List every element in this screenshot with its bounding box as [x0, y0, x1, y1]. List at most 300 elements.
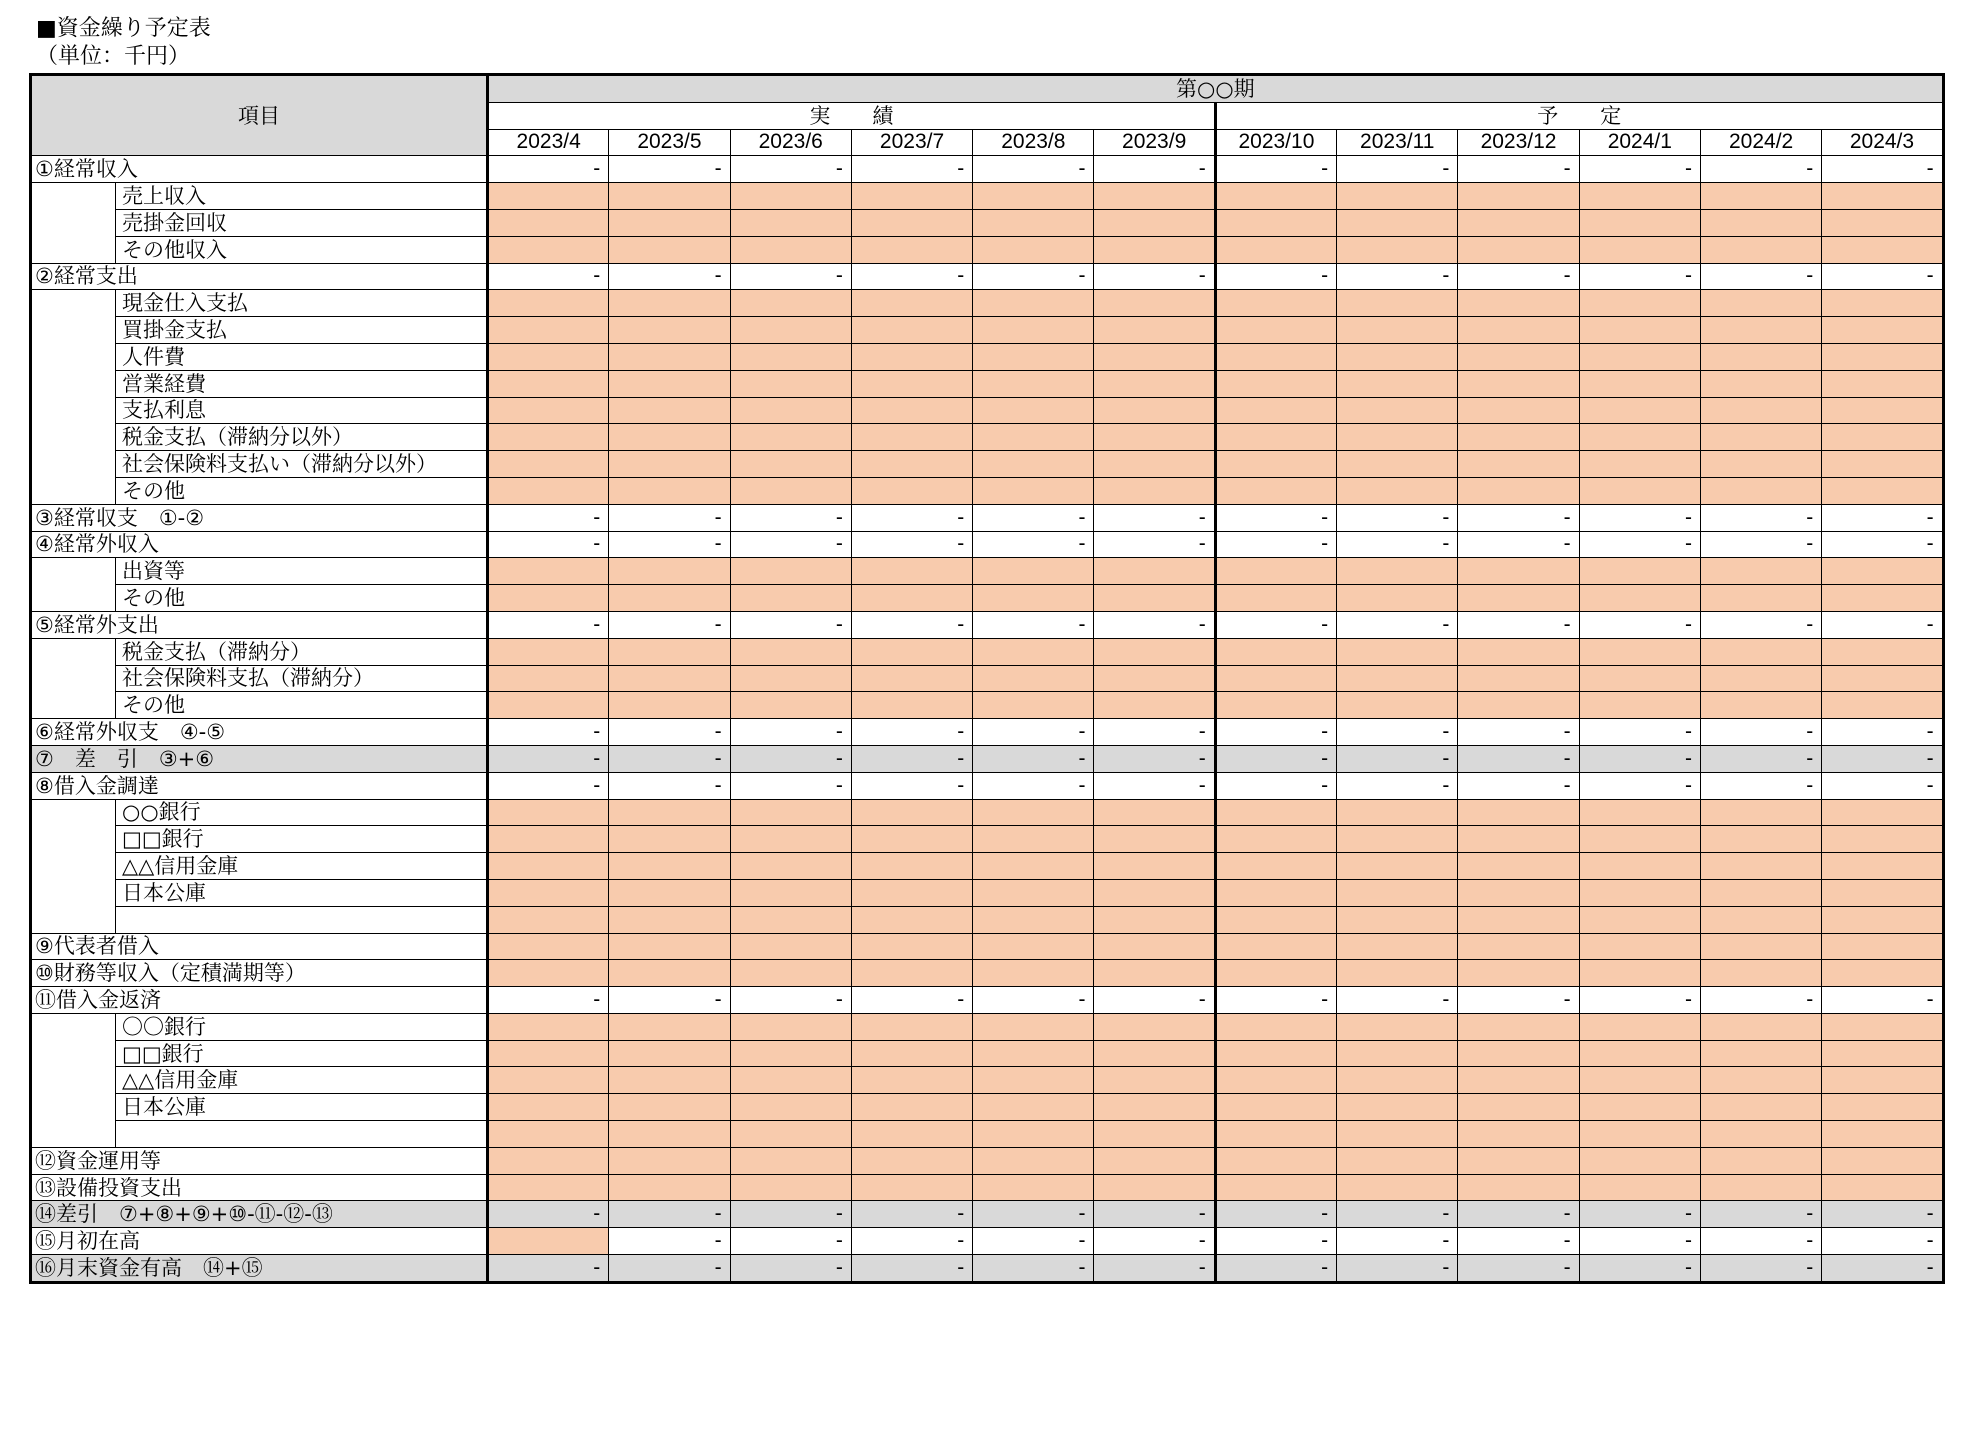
value-cell[interactable]: -: [1337, 1255, 1458, 1283]
value-cell[interactable]: [1579, 638, 1700, 665]
value-cell[interactable]: [1700, 290, 1821, 317]
value-cell[interactable]: [1094, 290, 1215, 317]
value-cell[interactable]: -: [488, 719, 609, 746]
value-cell[interactable]: [973, 558, 1094, 585]
value-cell[interactable]: [851, 370, 972, 397]
value-cell[interactable]: [488, 370, 609, 397]
value-cell[interactable]: -: [1337, 1201, 1458, 1228]
value-cell[interactable]: [973, 853, 1094, 880]
value-cell[interactable]: [488, 290, 609, 317]
value-cell[interactable]: [1215, 477, 1336, 504]
value-cell[interactable]: [1822, 933, 1943, 960]
value-cell[interactable]: [609, 183, 730, 210]
value-cell[interactable]: -: [1822, 987, 1943, 1014]
value-cell[interactable]: -: [730, 1255, 851, 1283]
value-cell[interactable]: -: [609, 156, 730, 183]
value-cell[interactable]: -: [1094, 772, 1215, 799]
value-cell[interactable]: [851, 209, 972, 236]
value-cell[interactable]: [488, 397, 609, 424]
value-cell[interactable]: -: [1579, 156, 1700, 183]
value-cell[interactable]: -: [1458, 156, 1579, 183]
value-cell[interactable]: -: [488, 504, 609, 531]
value-cell[interactable]: [1579, 1147, 1700, 1174]
value-cell[interactable]: -: [730, 745, 851, 772]
value-cell[interactable]: [1094, 343, 1215, 370]
value-cell[interactable]: [730, 1067, 851, 1094]
value-cell[interactable]: [851, 1040, 972, 1067]
value-cell[interactable]: -: [1700, 1255, 1821, 1283]
value-cell[interactable]: -: [730, 719, 851, 746]
value-cell[interactable]: [609, 370, 730, 397]
value-cell[interactable]: [488, 236, 609, 263]
value-cell[interactable]: -: [851, 719, 972, 746]
value-cell[interactable]: [973, 799, 1094, 826]
value-cell[interactable]: -: [973, 504, 1094, 531]
value-cell[interactable]: [1700, 1040, 1821, 1067]
value-cell[interactable]: -: [1337, 745, 1458, 772]
value-cell[interactable]: [488, 585, 609, 612]
value-cell[interactable]: [1458, 290, 1579, 317]
value-cell[interactable]: [1579, 853, 1700, 880]
value-cell[interactable]: [609, 692, 730, 719]
value-cell[interactable]: [1094, 1067, 1215, 1094]
value-cell[interactable]: [730, 370, 851, 397]
value-cell[interactable]: -: [851, 156, 972, 183]
value-cell[interactable]: [1337, 290, 1458, 317]
value-cell[interactable]: [1337, 1174, 1458, 1201]
value-cell[interactable]: [1215, 558, 1336, 585]
value-cell[interactable]: [1337, 343, 1458, 370]
value-cell[interactable]: [973, 879, 1094, 906]
value-cell[interactable]: [609, 933, 730, 960]
value-cell[interactable]: [609, 799, 730, 826]
value-cell[interactable]: [1337, 879, 1458, 906]
value-cell[interactable]: [730, 1174, 851, 1201]
value-cell[interactable]: [1700, 826, 1821, 853]
value-cell[interactable]: [609, 960, 730, 987]
value-cell[interactable]: [730, 638, 851, 665]
value-cell[interactable]: [851, 477, 972, 504]
value-cell[interactable]: -: [1822, 263, 1943, 290]
value-cell[interactable]: [730, 424, 851, 451]
value-cell[interactable]: -: [488, 1201, 609, 1228]
value-cell[interactable]: [1337, 906, 1458, 933]
value-cell[interactable]: [1700, 638, 1821, 665]
value-cell[interactable]: [1700, 1174, 1821, 1201]
value-cell[interactable]: [1337, 638, 1458, 665]
value-cell[interactable]: [609, 343, 730, 370]
value-cell[interactable]: -: [609, 987, 730, 1014]
value-cell[interactable]: -: [973, 1201, 1094, 1228]
value-cell[interactable]: [730, 879, 851, 906]
value-cell[interactable]: -: [488, 987, 609, 1014]
value-cell[interactable]: [1337, 558, 1458, 585]
value-cell[interactable]: [1215, 692, 1336, 719]
value-cell[interactable]: -: [1458, 531, 1579, 558]
value-cell[interactable]: [1458, 853, 1579, 880]
value-cell[interactable]: -: [1700, 263, 1821, 290]
value-cell[interactable]: [1094, 1147, 1215, 1174]
value-cell[interactable]: [1337, 236, 1458, 263]
value-cell[interactable]: [851, 343, 972, 370]
value-cell[interactable]: [1215, 343, 1336, 370]
value-cell[interactable]: [1700, 397, 1821, 424]
value-cell[interactable]: [730, 960, 851, 987]
value-cell[interactable]: [1579, 451, 1700, 478]
value-cell[interactable]: [730, 290, 851, 317]
value-cell[interactable]: [609, 451, 730, 478]
value-cell[interactable]: [609, 1174, 730, 1201]
value-cell[interactable]: [1215, 638, 1336, 665]
value-cell[interactable]: -: [730, 156, 851, 183]
value-cell[interactable]: [1458, 665, 1579, 692]
value-cell[interactable]: -: [1822, 611, 1943, 638]
value-cell[interactable]: [851, 933, 972, 960]
value-cell[interactable]: -: [1579, 1255, 1700, 1283]
value-cell[interactable]: [1337, 933, 1458, 960]
value-cell[interactable]: -: [1215, 1228, 1336, 1255]
value-cell[interactable]: -: [973, 987, 1094, 1014]
value-cell[interactable]: [609, 1094, 730, 1121]
value-cell[interactable]: [488, 826, 609, 853]
value-cell[interactable]: -: [1579, 263, 1700, 290]
value-cell[interactable]: [1700, 1147, 1821, 1174]
value-cell[interactable]: [1822, 209, 1943, 236]
value-cell[interactable]: [851, 692, 972, 719]
value-cell[interactable]: [730, 906, 851, 933]
value-cell[interactable]: [1458, 370, 1579, 397]
value-cell[interactable]: [1337, 397, 1458, 424]
value-cell[interactable]: [1094, 183, 1215, 210]
value-cell[interactable]: [730, 692, 851, 719]
value-cell[interactable]: [973, 585, 1094, 612]
value-cell[interactable]: [1215, 1040, 1336, 1067]
value-cell[interactable]: -: [1215, 156, 1336, 183]
value-cell[interactable]: -: [973, 719, 1094, 746]
value-cell[interactable]: [1337, 960, 1458, 987]
value-cell[interactable]: [730, 826, 851, 853]
value-cell[interactable]: [1822, 638, 1943, 665]
value-cell[interactable]: [1094, 799, 1215, 826]
value-cell[interactable]: -: [1337, 156, 1458, 183]
value-cell[interactable]: [1458, 1067, 1579, 1094]
value-cell[interactable]: [851, 853, 972, 880]
value-cell[interactable]: [1822, 451, 1943, 478]
value-cell[interactable]: -: [1700, 611, 1821, 638]
value-cell[interactable]: [1822, 879, 1943, 906]
value-cell[interactable]: [1337, 585, 1458, 612]
value-cell[interactable]: -: [1094, 611, 1215, 638]
value-cell[interactable]: [609, 236, 730, 263]
value-cell[interactable]: -: [488, 772, 609, 799]
value-cell[interactable]: [730, 236, 851, 263]
value-cell[interactable]: -: [1579, 745, 1700, 772]
value-cell[interactable]: [1215, 826, 1336, 853]
value-cell[interactable]: -: [1215, 611, 1336, 638]
value-cell[interactable]: [1579, 692, 1700, 719]
value-cell[interactable]: [1215, 397, 1336, 424]
value-cell[interactable]: [1458, 906, 1579, 933]
value-cell[interactable]: [1215, 1147, 1336, 1174]
value-cell[interactable]: [1700, 558, 1821, 585]
value-cell[interactable]: [1337, 424, 1458, 451]
value-cell[interactable]: -: [1579, 504, 1700, 531]
value-cell[interactable]: [609, 424, 730, 451]
value-cell[interactable]: -: [851, 1228, 972, 1255]
value-cell[interactable]: [1215, 236, 1336, 263]
value-cell[interactable]: -: [851, 504, 972, 531]
value-cell[interactable]: [973, 1040, 1094, 1067]
value-cell[interactable]: [1337, 1040, 1458, 1067]
value-cell[interactable]: [730, 317, 851, 344]
value-cell[interactable]: [1579, 209, 1700, 236]
value-cell[interactable]: [1094, 236, 1215, 263]
value-cell[interactable]: -: [1215, 1201, 1336, 1228]
value-cell[interactable]: -: [1700, 987, 1821, 1014]
value-cell[interactable]: -: [488, 156, 609, 183]
value-cell[interactable]: [1458, 933, 1579, 960]
value-cell[interactable]: -: [1579, 772, 1700, 799]
value-cell[interactable]: [1579, 1040, 1700, 1067]
value-cell[interactable]: [851, 585, 972, 612]
value-cell[interactable]: [1215, 370, 1336, 397]
value-cell[interactable]: [609, 906, 730, 933]
value-cell[interactable]: [851, 317, 972, 344]
value-cell[interactable]: -: [1458, 719, 1579, 746]
value-cell[interactable]: [488, 692, 609, 719]
value-cell[interactable]: [1700, 960, 1821, 987]
value-cell[interactable]: [1458, 638, 1579, 665]
value-cell[interactable]: [1215, 1121, 1336, 1148]
value-cell[interactable]: [1458, 1094, 1579, 1121]
value-cell[interactable]: [609, 558, 730, 585]
value-cell[interactable]: [973, 1174, 1094, 1201]
value-cell[interactable]: [1094, 397, 1215, 424]
value-cell[interactable]: [1215, 799, 1336, 826]
value-cell[interactable]: [488, 799, 609, 826]
value-cell[interactable]: [1822, 558, 1943, 585]
value-cell[interactable]: -: [1215, 987, 1336, 1014]
value-cell[interactable]: [488, 1121, 609, 1148]
value-cell[interactable]: [1094, 933, 1215, 960]
value-cell[interactable]: [488, 343, 609, 370]
value-cell[interactable]: -: [1215, 745, 1336, 772]
value-cell[interactable]: -: [609, 504, 730, 531]
value-cell[interactable]: -: [1337, 611, 1458, 638]
value-cell[interactable]: [1215, 906, 1336, 933]
value-cell[interactable]: [1579, 799, 1700, 826]
value-cell[interactable]: [730, 451, 851, 478]
value-cell[interactable]: -: [851, 1201, 972, 1228]
value-cell[interactable]: [609, 317, 730, 344]
value-cell[interactable]: -: [730, 772, 851, 799]
value-cell[interactable]: [1700, 799, 1821, 826]
value-cell[interactable]: [1458, 209, 1579, 236]
value-cell[interactable]: [730, 585, 851, 612]
value-cell[interactable]: [973, 397, 1094, 424]
value-cell[interactable]: [1579, 1013, 1700, 1040]
value-cell[interactable]: [1458, 1174, 1579, 1201]
value-cell[interactable]: -: [1579, 719, 1700, 746]
value-cell[interactable]: [488, 665, 609, 692]
value-cell[interactable]: [1822, 1147, 1943, 1174]
value-cell[interactable]: [851, 799, 972, 826]
value-cell[interactable]: -: [1579, 611, 1700, 638]
value-cell[interactable]: [609, 1013, 730, 1040]
value-cell[interactable]: [1579, 183, 1700, 210]
value-cell[interactable]: [609, 209, 730, 236]
value-cell[interactable]: -: [1822, 1255, 1943, 1283]
value-cell[interactable]: -: [1094, 504, 1215, 531]
value-cell[interactable]: [1700, 1067, 1821, 1094]
value-cell[interactable]: [1094, 906, 1215, 933]
value-cell[interactable]: [1215, 665, 1336, 692]
value-cell[interactable]: -: [1458, 263, 1579, 290]
value-cell[interactable]: [1579, 558, 1700, 585]
value-cell[interactable]: -: [609, 1228, 730, 1255]
value-cell[interactable]: [851, 1067, 972, 1094]
value-cell[interactable]: [1094, 424, 1215, 451]
value-cell[interactable]: [1094, 853, 1215, 880]
value-cell[interactable]: -: [851, 987, 972, 1014]
value-cell[interactable]: [1337, 853, 1458, 880]
value-cell[interactable]: [1579, 317, 1700, 344]
value-cell[interactable]: -: [1700, 156, 1821, 183]
value-cell[interactable]: -: [1337, 772, 1458, 799]
value-cell[interactable]: [1458, 236, 1579, 263]
value-cell[interactable]: [1822, 1013, 1943, 1040]
value-cell[interactable]: [1337, 799, 1458, 826]
value-cell[interactable]: [488, 424, 609, 451]
value-cell[interactable]: [609, 477, 730, 504]
value-cell[interactable]: [1579, 397, 1700, 424]
value-cell[interactable]: [1458, 692, 1579, 719]
value-cell[interactable]: -: [1094, 531, 1215, 558]
value-cell[interactable]: [1458, 585, 1579, 612]
value-cell[interactable]: -: [609, 772, 730, 799]
value-cell[interactable]: [1094, 960, 1215, 987]
value-cell[interactable]: [1337, 1094, 1458, 1121]
value-cell[interactable]: [1579, 826, 1700, 853]
value-cell[interactable]: [973, 343, 1094, 370]
value-cell[interactable]: [1215, 451, 1336, 478]
value-cell[interactable]: [488, 879, 609, 906]
value-cell[interactable]: [973, 692, 1094, 719]
value-cell[interactable]: [1700, 451, 1821, 478]
value-cell[interactable]: [1337, 183, 1458, 210]
value-cell[interactable]: -: [1822, 531, 1943, 558]
value-cell[interactable]: -: [1700, 1201, 1821, 1228]
value-cell[interactable]: [488, 1013, 609, 1040]
value-cell[interactable]: -: [1337, 719, 1458, 746]
value-cell[interactable]: [973, 477, 1094, 504]
value-cell[interactable]: [1822, 477, 1943, 504]
value-cell[interactable]: -: [851, 531, 972, 558]
value-cell[interactable]: -: [730, 1228, 851, 1255]
value-cell[interactable]: -: [973, 611, 1094, 638]
value-cell[interactable]: [1579, 1067, 1700, 1094]
value-cell[interactable]: -: [851, 611, 972, 638]
value-cell[interactable]: -: [488, 611, 609, 638]
value-cell[interactable]: -: [730, 987, 851, 1014]
value-cell[interactable]: -: [609, 531, 730, 558]
value-cell[interactable]: [973, 1094, 1094, 1121]
value-cell[interactable]: -: [730, 504, 851, 531]
value-cell[interactable]: [851, 826, 972, 853]
value-cell[interactable]: -: [609, 719, 730, 746]
value-cell[interactable]: [851, 960, 972, 987]
value-cell[interactable]: [1094, 692, 1215, 719]
value-cell[interactable]: [488, 933, 609, 960]
value-cell[interactable]: [730, 1040, 851, 1067]
value-cell[interactable]: [1094, 451, 1215, 478]
value-cell[interactable]: -: [1215, 504, 1336, 531]
value-cell[interactable]: -: [1822, 1228, 1943, 1255]
value-cell[interactable]: [973, 236, 1094, 263]
value-cell[interactable]: [1094, 317, 1215, 344]
value-cell[interactable]: [1822, 585, 1943, 612]
value-cell[interactable]: [1579, 290, 1700, 317]
value-cell[interactable]: -: [973, 1228, 1094, 1255]
value-cell[interactable]: [1094, 826, 1215, 853]
value-cell[interactable]: [1337, 370, 1458, 397]
value-cell[interactable]: [1700, 1094, 1821, 1121]
value-cell[interactable]: [1094, 370, 1215, 397]
value-cell[interactable]: -: [851, 263, 972, 290]
value-cell[interactable]: [1458, 1121, 1579, 1148]
value-cell[interactable]: -: [1337, 987, 1458, 1014]
value-cell[interactable]: [1458, 451, 1579, 478]
value-cell[interactable]: [1094, 1040, 1215, 1067]
value-cell[interactable]: [851, 1013, 972, 1040]
value-cell[interactable]: [1337, 1147, 1458, 1174]
value-cell[interactable]: [1579, 424, 1700, 451]
value-cell[interactable]: -: [1215, 772, 1336, 799]
value-cell[interactable]: -: [1822, 772, 1943, 799]
value-cell[interactable]: [1822, 397, 1943, 424]
value-cell[interactable]: [1822, 692, 1943, 719]
value-cell[interactable]: [1458, 397, 1579, 424]
value-cell[interactable]: [1579, 906, 1700, 933]
value-cell[interactable]: [1822, 370, 1943, 397]
value-cell[interactable]: [1215, 933, 1336, 960]
value-cell[interactable]: [1458, 424, 1579, 451]
value-cell[interactable]: [851, 879, 972, 906]
value-cell[interactable]: [1458, 799, 1579, 826]
value-cell[interactable]: [488, 477, 609, 504]
value-cell[interactable]: [1094, 209, 1215, 236]
value-cell[interactable]: [730, 183, 851, 210]
value-cell[interactable]: [1700, 665, 1821, 692]
value-cell[interactable]: [1337, 1067, 1458, 1094]
value-cell[interactable]: [730, 933, 851, 960]
value-cell[interactable]: [1700, 853, 1821, 880]
value-cell[interactable]: -: [1458, 772, 1579, 799]
value-cell[interactable]: [851, 236, 972, 263]
value-cell[interactable]: [1458, 477, 1579, 504]
value-cell[interactable]: [609, 853, 730, 880]
value-cell[interactable]: [1822, 290, 1943, 317]
value-cell[interactable]: [1700, 370, 1821, 397]
value-cell[interactable]: [973, 290, 1094, 317]
value-cell[interactable]: [730, 343, 851, 370]
value-cell[interactable]: [1337, 1121, 1458, 1148]
value-cell[interactable]: [730, 1147, 851, 1174]
value-cell[interactable]: [1700, 236, 1821, 263]
value-cell[interactable]: [1215, 209, 1336, 236]
value-cell[interactable]: -: [1094, 1255, 1215, 1283]
value-cell[interactable]: [488, 960, 609, 987]
